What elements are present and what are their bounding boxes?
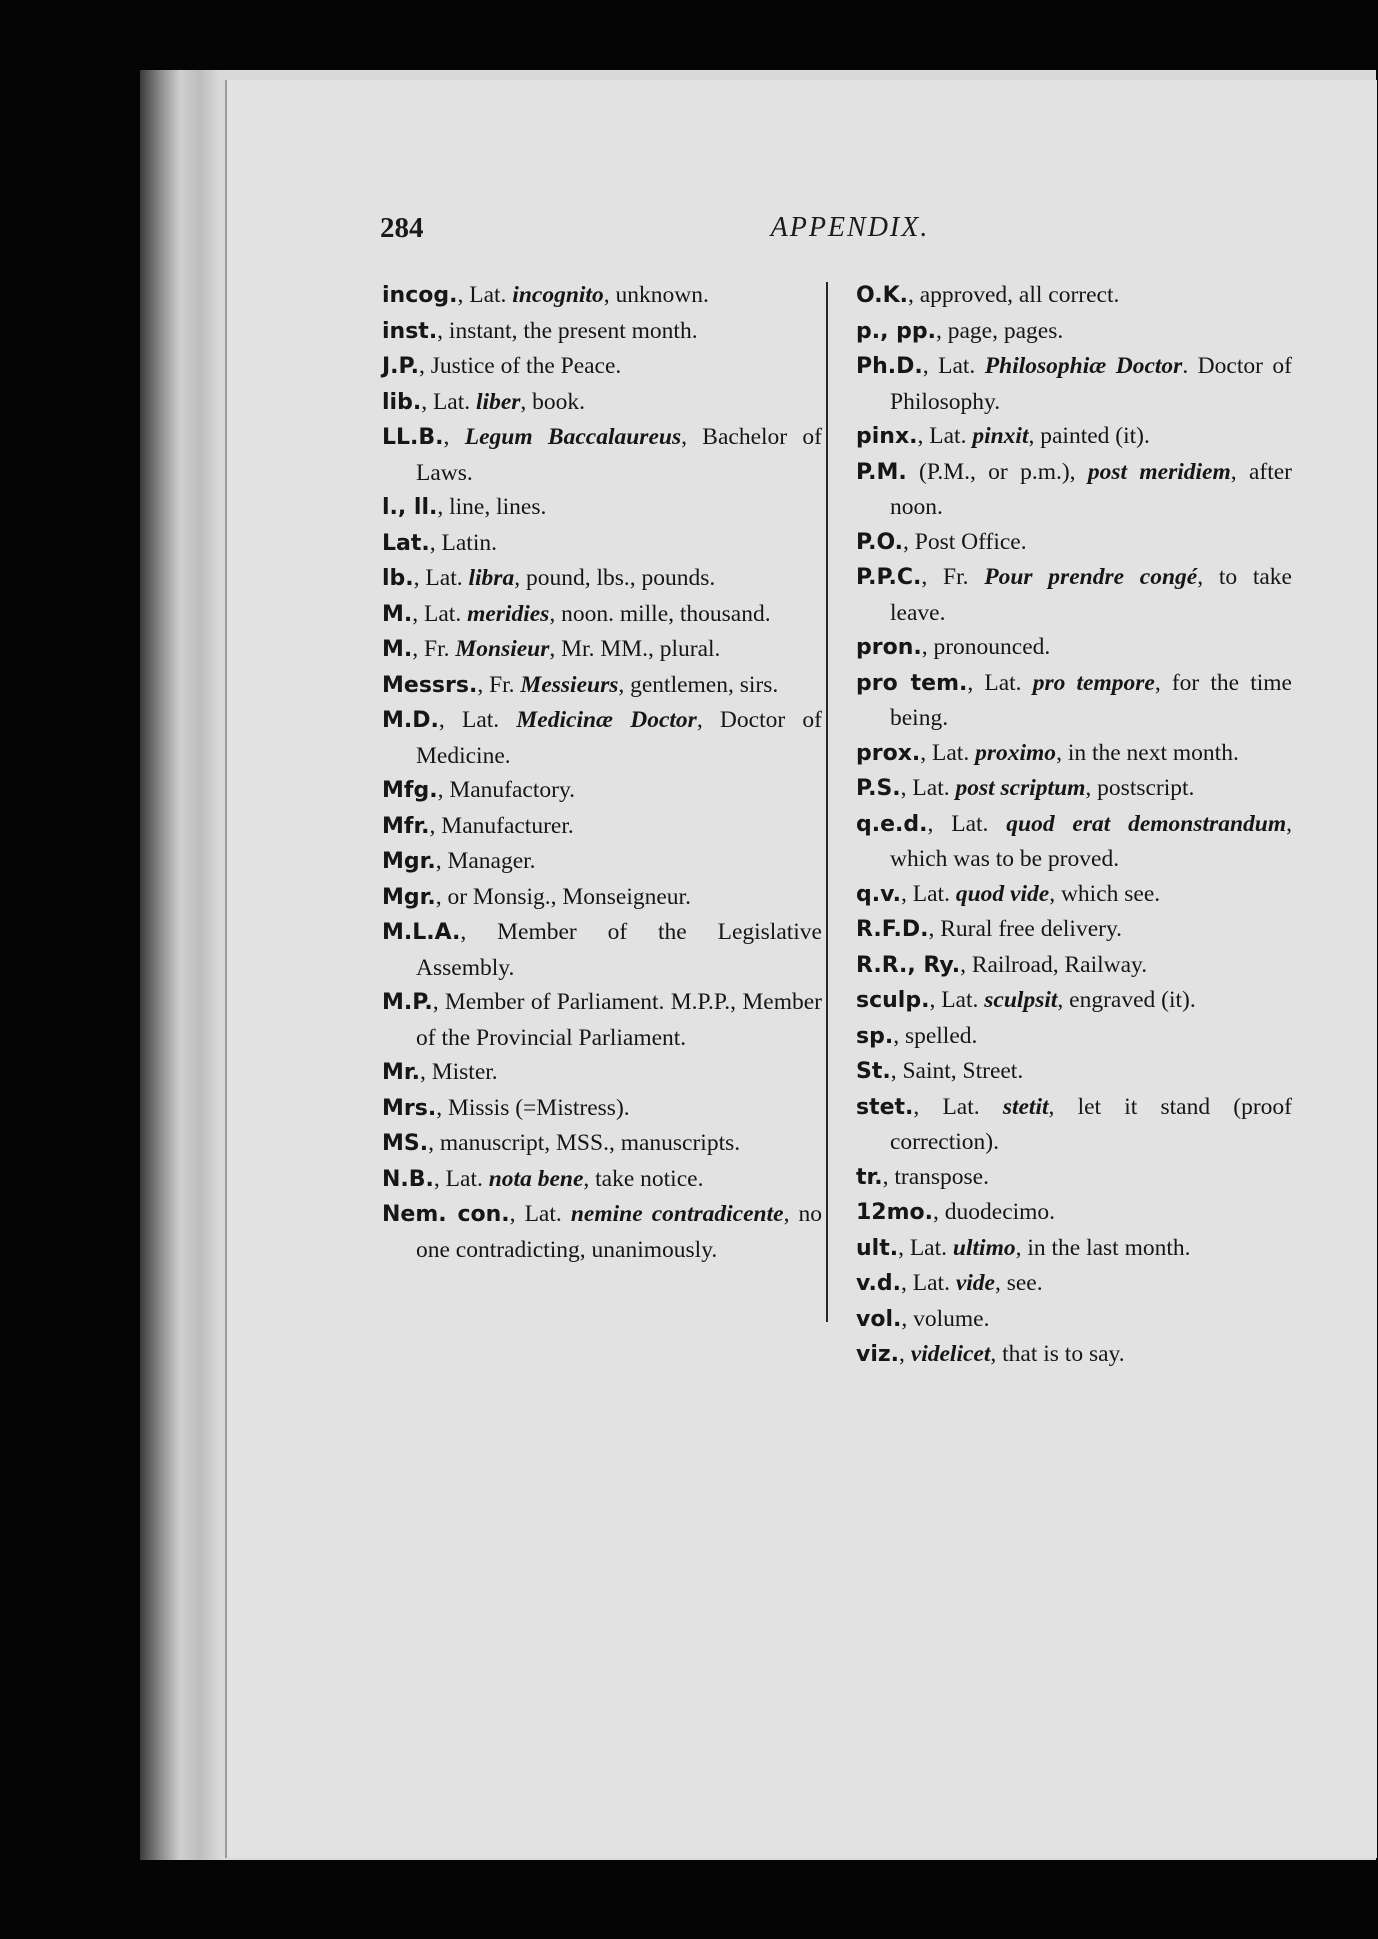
latin-phrase: Philosophiæ Doctor (984, 353, 1183, 379)
entry-text: , Fr. (412, 636, 456, 662)
entry-text: , in the next month. (1056, 739, 1239, 766)
entry-text: , Manufacturer. (429, 812, 574, 839)
glossary-term: M. (382, 637, 413, 662)
entry-text: , Mister. (419, 1059, 498, 1085)
glossary-entry (856, 1302, 1292, 1338)
entry-text: , Lat. (920, 739, 976, 766)
glossary-term: P.P.C. (856, 565, 922, 590)
glossary-term: Lat. (382, 530, 430, 556)
glossary-term: Messrs. (382, 672, 478, 698)
latin-phrase: Legum Baccalaureus (464, 424, 682, 450)
entry-text: , Lat. (922, 353, 985, 379)
glossary-term: M.P. (382, 990, 433, 1015)
entry-text: , Lat. (438, 707, 517, 733)
entry-text: , or Monsig., Monseigneur. (435, 883, 691, 910)
glossary-term: 12mo. (856, 1200, 934, 1225)
entry-text: , Fr. (921, 564, 985, 590)
glossary-term: pinx. (856, 424, 918, 449)
entry-text: , (899, 1341, 911, 1367)
entry-text: , Lat. (929, 987, 985, 1013)
glossary-entry (856, 983, 1292, 1019)
glossary-entry (856, 1231, 1292, 1267)
page-header (380, 212, 930, 252)
glossary-term: stet. (856, 1094, 914, 1120)
entry-text: , Rural free delivery. (928, 916, 1123, 942)
entry-text: , Lat. (927, 810, 1007, 837)
entry-text: . Doctor of Philosophy. (890, 353, 1292, 415)
latin-phrase: libra (468, 565, 515, 591)
entry-text: , Lat. (412, 600, 468, 627)
glossary-term: pron. (856, 635, 922, 660)
glossary-term: sp. (856, 1023, 894, 1049)
right-column (856, 278, 1292, 1373)
glossary-term: Ph.D. (856, 354, 923, 379)
glossary-entry (382, 1091, 822, 1127)
latin-phrase: proximo (975, 739, 1057, 766)
latin-phrase: nota bene (488, 1165, 584, 1192)
entry-text: , Mr. MM., plural. (549, 636, 721, 662)
entry-text: , Member of the Legislative Assembly. (416, 919, 822, 981)
entry-text: , pound, lbs., pounds. (514, 565, 716, 591)
glossary-entry (382, 1197, 822, 1267)
entry-text: , Lat. (898, 1234, 953, 1261)
glossary-entry (856, 419, 1292, 455)
glossary-entry (382, 278, 822, 314)
entry-text: , Lat. (901, 880, 956, 907)
entry-text: , Bachelor of Laws. (416, 424, 822, 486)
glossary-term: M.D. (382, 708, 439, 733)
latin-phrase: post scriptum (955, 775, 1086, 801)
entry-text: , Member of Parliament. M.P.P., Member of the Provincial Parliament. (416, 989, 822, 1051)
glossary-term: M.L.A. (382, 920, 461, 945)
entry-text: , Doctor of Medicine. (416, 707, 822, 769)
entry-text: , unknown. (603, 282, 709, 308)
glossary-term: vol. (856, 1306, 902, 1332)
glossary-entry (382, 420, 822, 490)
latin-phrase: sculpsit (984, 987, 1058, 1013)
entry-text: , Railroad, Railway. (960, 951, 1148, 978)
latin-phrase: incognito (512, 282, 604, 308)
entry-text: , after noon. (890, 458, 1292, 520)
latin-phrase: quod vide (955, 880, 1050, 907)
entry-text: , which was to be proved. (890, 810, 1292, 872)
glossary-entry (856, 807, 1292, 877)
latin-phrase: vide (955, 1270, 995, 1296)
page-number: 284 (380, 212, 424, 244)
entry-text: , painted (it). (1028, 423, 1150, 449)
glossary-term: P.S. (856, 776, 901, 801)
glossary-term: J.P. (382, 354, 419, 379)
entry-text: , Fr. (477, 671, 521, 698)
latin-phrase: nemine contradicente (570, 1201, 784, 1227)
entry-text: , for the time being. (890, 669, 1292, 731)
entry-text: , Lat. (900, 775, 956, 801)
entry-text: , (443, 424, 465, 450)
entry-text: , take notice. (583, 1165, 704, 1192)
glossary-entry (856, 1337, 1292, 1373)
entry-text: , book. (520, 388, 586, 415)
glossary-entry (382, 597, 822, 633)
entry-text: , transpose. (882, 1163, 989, 1190)
entry-text: , Lat. (413, 565, 469, 591)
glossary-term: q.v. (856, 881, 902, 907)
latin-phrase: pinxit (972, 423, 1029, 449)
entry-text: , Manufactory. (437, 777, 576, 803)
entry-text: , no one contradicting, unanimously. (416, 1201, 822, 1263)
glossary-term: LL.B. (382, 425, 444, 450)
latin-phrase: Medicinæ Doctor (516, 707, 697, 733)
glossary-term: Mfg. (382, 778, 438, 803)
glossary-term: incog. (382, 283, 458, 308)
glossary-term: pro tem. (856, 670, 968, 696)
glossary-entry (856, 736, 1292, 772)
entry-text: , that is to say. (990, 1341, 1125, 1367)
left-column (382, 278, 822, 1267)
entry-text: , let it stand (proof correction). (890, 1093, 1292, 1155)
glossary-entry (382, 561, 822, 597)
entry-text: , instant, the present month. (437, 317, 698, 344)
entry-text: , which see. (1049, 880, 1161, 907)
glossary-entry (856, 1054, 1292, 1090)
glossary-term: R.F.D. (856, 917, 929, 942)
glossary-term: R.R., Ry. (856, 952, 961, 978)
glossary-entry (382, 1126, 822, 1162)
glossary-entry (856, 349, 1292, 419)
glossary-entry (382, 1162, 822, 1198)
column-divider (826, 282, 828, 1322)
glossary-term: viz. (856, 1342, 900, 1367)
glossary-entry (382, 915, 822, 985)
glossary-entry (856, 948, 1292, 984)
glossary-entry (856, 912, 1292, 948)
glossary-entry (382, 773, 822, 809)
entry-text: , pronounced. (921, 634, 1051, 660)
glossary-term: Mgr. (382, 849, 436, 874)
entry-text: , gentlemen, sirs. (618, 671, 779, 698)
glossary-entry (856, 278, 1292, 314)
glossary-term: Mfr. (382, 813, 430, 839)
latin-phrase: stetit (1002, 1093, 1049, 1120)
glossary-entry (382, 490, 822, 526)
glossary-entry (382, 985, 822, 1055)
glossary-entry (382, 809, 822, 845)
entry-text: , Latin. (429, 529, 497, 556)
glossary-term: N.B. (382, 1166, 434, 1192)
entry-text: , manuscript, MSS., manuscripts. (428, 1130, 741, 1156)
glossary-entry (856, 666, 1292, 736)
glossary-term: tr. (856, 1164, 883, 1190)
glossary-entry (856, 630, 1292, 666)
entry-text: , Lat. (421, 388, 477, 415)
glossary-entry (856, 525, 1292, 561)
latin-phrase: meridies (467, 600, 550, 627)
entry-text: , Justice of the Peace. (419, 353, 622, 379)
entry-text: , Lat. (901, 1270, 956, 1296)
glossary-term: q.e.d. (856, 811, 928, 837)
entry-text: , spelled. (893, 1022, 978, 1049)
running-head: APPENDIX. (770, 212, 930, 243)
latin-phrase: ultimo (952, 1234, 1016, 1261)
latin-phrase: quod erat demonstrandum (1006, 810, 1287, 837)
latin-phrase: Messieurs (520, 671, 619, 698)
glossary-term: p., pp. (856, 318, 936, 344)
entry-text: , in the last month. (1015, 1234, 1191, 1261)
entry-text: , Lat. (913, 1093, 1003, 1120)
glossary-term: St. (856, 1059, 891, 1084)
latin-phrase: videlicet (910, 1341, 991, 1367)
glossary-term: l., ll. (382, 495, 438, 520)
glossary-entry (856, 455, 1292, 525)
entry-text: , line, lines. (437, 494, 547, 520)
entry-text: , noon. mille, thousand. (549, 600, 771, 627)
glossary-entry (856, 771, 1292, 807)
glossary-entry (382, 844, 822, 880)
latin-phrase: Pour prendre congé (984, 564, 1198, 590)
entry-text: , Saint, Street. (890, 1058, 1024, 1084)
glossary-entry (856, 1195, 1292, 1231)
glossary-term: M. (382, 601, 413, 627)
entry-text: , duodecimo. (933, 1199, 1056, 1225)
latin-phrase: pro tempore (1032, 669, 1155, 696)
entry-text: , see. (994, 1270, 1043, 1296)
entry-text: , volume. (901, 1305, 990, 1332)
glossary-term: P.M. (856, 459, 907, 485)
glossary-term: MS. (382, 1131, 429, 1156)
entry-text: , Lat. (917, 423, 973, 449)
entry-text: , approved, all correct. (907, 282, 1120, 308)
entry-text: , Lat. (433, 1165, 489, 1192)
glossary-term: Mrs. (382, 1095, 437, 1121)
glossary-term: Mr. (382, 1060, 420, 1085)
glossary-term: Nem. con. (382, 1202, 510, 1227)
glossary-entry (856, 1090, 1292, 1160)
glossary-entry (856, 1266, 1292, 1302)
glossary-term: O.K. (856, 283, 908, 308)
glossary-entry (856, 877, 1292, 913)
glossary-term: Mgr. (382, 884, 436, 910)
glossary-term: v.d. (856, 1271, 902, 1296)
glossary-entry (382, 703, 822, 773)
glossary-entry (382, 880, 822, 916)
glossary-term: lib. (382, 389, 422, 415)
entry-text: , Lat. (509, 1201, 571, 1227)
latin-phrase: Monsieur (455, 636, 550, 662)
glossary-entry (856, 314, 1292, 350)
glossary-entry (856, 1019, 1292, 1055)
glossary-term: sculp. (856, 988, 930, 1013)
glossary-entry (856, 1160, 1292, 1196)
glossary-term: inst. (382, 318, 438, 344)
glossary-term: prox. (856, 740, 921, 766)
glossary-term: P.O. (856, 529, 904, 555)
entry-text: , Post Office. (903, 528, 1027, 555)
glossary-entry (382, 668, 822, 704)
glossary-entry (856, 560, 1292, 630)
latin-phrase: liber (476, 388, 521, 415)
entry-text: , to take leave. (890, 564, 1292, 626)
entry-text: , Missis (=Mistress). (436, 1094, 630, 1121)
glossary-entry (382, 314, 822, 350)
glossary-entry (382, 349, 822, 385)
entry-text: , Lat. (457, 282, 513, 308)
entry-text: , engraved (it). (1057, 987, 1196, 1013)
glossary-entry (382, 632, 822, 668)
glossary-term: ult. (856, 1235, 899, 1261)
entry-text: (P.M., or p.m.), (906, 458, 1088, 485)
latin-phrase: post meridiem (1087, 458, 1231, 485)
glossary-entry (382, 385, 822, 421)
glossary-entry (382, 526, 822, 562)
entry-text: , Lat. (967, 669, 1033, 696)
glossary-entry (382, 1055, 822, 1091)
entry-text: , Manager. (435, 848, 536, 874)
entry-text: , postscript. (1085, 775, 1195, 801)
glossary-term: lb. (382, 566, 414, 591)
entry-text: , page, pages. (935, 317, 1064, 344)
